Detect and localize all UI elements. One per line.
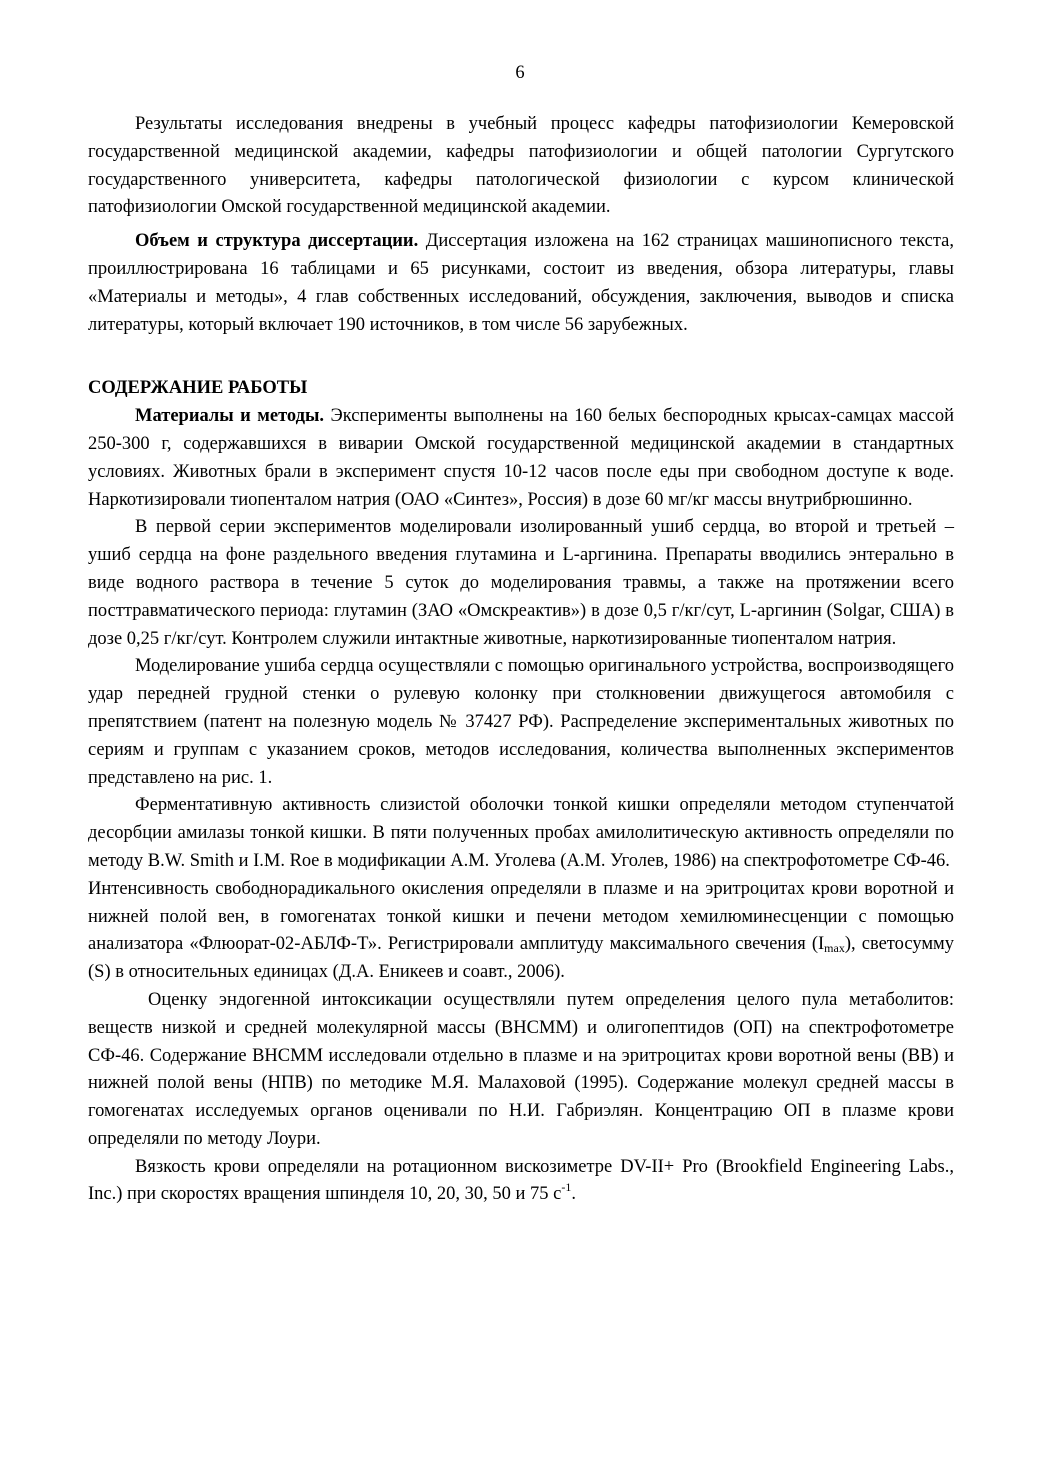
- paragraph-materials-methods: [88, 403, 954, 514]
- paragraph-text: Моделирование ушиба сердца осуществляли с помощью оригинального устройства, воспроизводящего удар передней грудной стенки о рулевую колонку при столкновении движущегося автомобиля с препятствием (патент на полезную модель № 37427 РФ). Распределение экспериментальных животных по сериям и группам с указанием сроков, методов исследования, количества выполненных экспериментов представлено на рис. 1.: [88, 656, 954, 788]
- paragraph-lead: Объем и структура диссертации.: [135, 231, 419, 252]
- subscript: max: [824, 941, 845, 956]
- paragraph-implementation: [88, 111, 954, 222]
- paragraph-text: Вязкость крови определяли на ротационном вискозиметре DV-II+ Pro (Brookfield Engineering Labs., Inc.) при скоростях вращения шпинделя 10, 20, 30, 50 и 75 с: [88, 1156, 954, 1205]
- paragraph-text: .: [571, 1184, 577, 1205]
- paragraph-viscosity: [88, 1154, 954, 1210]
- paragraph-text: Оценку эндогенной интоксикации осуществляли путем определения целого пула метаболитов: веществ низкой и средней молекулярной массы (ВНСММ) и олигопептидов (ОП) на спектрофотометре СФ-46. Содержание ВНСММ исследовали отдельно в плазме и на эритроцитах крови воротной вены (ВВ) и нижней полой вены (НПВ) по методике М.Я. Малаховой (1995). Содержание молекул средней массы в гомогенатах исследуемых органов оценивали по Н.И. Габриэлян. Концентрацию ОП в плазме крови определяли по методу Лоури.: [88, 989, 954, 1149]
- superscript: -1: [561, 1180, 572, 1195]
- paragraph-text: Эксперименты выполнены на 160 белых беспородных крысах-самцах массой 250-300 г, содержавшихся в виварии Омской государственной медицинской академии в стандартных условиях. Животных брали в эксперимент спустя 10-12 часов после еды при свободном доступе к воде. Наркотизировали тиопенталом натрия (ОАО «Синтез», Россия) в дозе 60 мг/кг массы внутрибрюшинно.: [88, 406, 954, 510]
- paragraph-enzyme-activity: [88, 792, 954, 875]
- document-body: [88, 111, 954, 1209]
- paragraph-experiment-series: [88, 514, 954, 653]
- paragraph-modeling: [88, 653, 954, 792]
- section-heading: СОДЕРЖАНИЕ РАБОТЫ: [88, 378, 308, 399]
- paragraph-free-radical: [88, 876, 954, 987]
- paragraph-intoxication: [88, 987, 954, 1154]
- paragraph-text: Результаты исследования внедрены в учебный процесс кафедры патофизиологии Кемеровской государственной медицинской академии, кафедры патофизиологии и общей патологии Сургутского государственного университета, кафедры патологической физиологии с курсом клинической патофизиологии Омской государственной медицинской академии.: [88, 114, 954, 218]
- paragraph-lead: Материалы и методы.: [135, 406, 325, 427]
- paragraph-text: Ферментативную активность слизистой оболочки тонкой кишки определяли методом ступенчатой десорбции амилазы тонкой кишки. В пяти полученных пробах амилолитическую активность определяли по методу B.W. Smith и I.M. Roe в модификации А.М. Уголева (А.М. Уголев, 1986) на спектрофотометре СФ-46.: [88, 795, 954, 871]
- paragraph-text: Диссертация изложена на 162 страницах машинописного текста, проиллюстрирована 16 таблицами и 65 рисунками, состоит из введения, обзора литературы, главы «Материалы и методы», 4 глав собственных исследований, обсуждения, заключения, выводов и списка литературы, который включает 190 источников, в том числе 56 зарубежных.: [88, 231, 955, 335]
- paragraph-volume-structure: [88, 228, 954, 339]
- page-number: 6: [515, 63, 525, 83]
- paragraph-text: Интенсивность свободнорадикального окисления определяли в плазме и на эритроцитах крови воротной и нижней полой вен, в гомогенатах тонкой кишки и печени методом хемилюминесценции с помощью анализатора «Флюорат-02-АБЛФ-Т». Регистрировали амплитуду максимального свечения (I: [88, 878, 954, 955]
- paragraph-text: В первой серии экспериментов моделировали изолированный ушиб сердца, во второй и третьей – ушиб сердца на фоне раздельного введения глутамина и L-аргинина. Препараты вводились энтерально в виде водного раствора в течение 5 суток до моделирования травмы, а также на протяжении всего посттравматического периода: глутамин (ЗАО «Омскреактив») в дозе 0,5 г/кг/сут, L-аргинин (Solgar, США) в дозе 0,25 г/кг/сут. Контролем служили интактные животные, наркотизированные тиопенталом натрия.: [88, 517, 954, 649]
- paragraph-text: ), светосумму (S) в относительных единицах (Д.А. Еникеев и соавт., 2006).: [88, 934, 954, 983]
